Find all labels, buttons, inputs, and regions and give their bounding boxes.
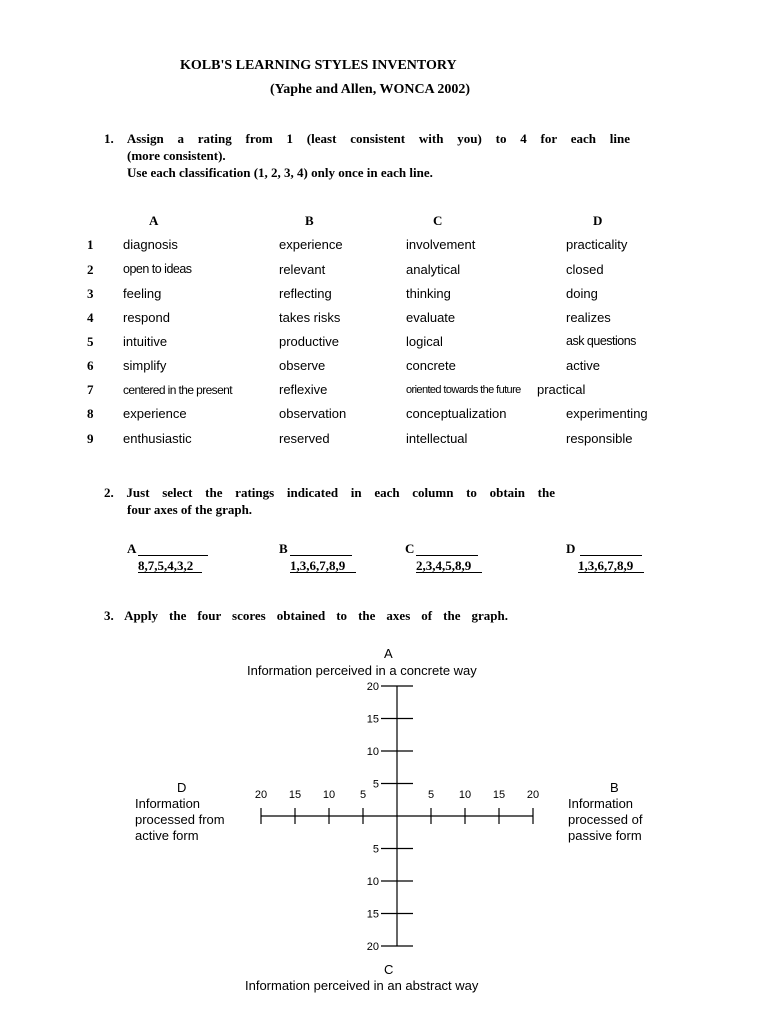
underline [578, 572, 644, 573]
tick-label-down: 10 [366, 876, 379, 888]
tick-label-left: 20 [254, 789, 268, 801]
tick-label-right: 10 [458, 789, 472, 801]
table-cell: open to ideas [123, 262, 192, 276]
axis-left-label-line3: active form [135, 828, 199, 843]
tick-label-left: 10 [322, 789, 336, 801]
table-cell: responsible [566, 431, 633, 446]
underline [290, 572, 356, 573]
axis-top-label: Information perceived in a concrete way [247, 663, 477, 678]
table-cell: closed [566, 262, 604, 277]
answer-blank-c[interactable] [416, 555, 478, 556]
answer-blank-d[interactable] [580, 555, 642, 556]
tick-label-up: 5 [372, 778, 379, 791]
question-2-text: 2. Just select the ratings indicated in each column to obtain the [104, 485, 555, 500]
row-number: 9 [87, 431, 94, 446]
row-number: 4 [87, 310, 94, 325]
question-3-text: 3. Apply the four scores obtained to the axes of the graph. [104, 608, 508, 623]
axis-right-letter: B [610, 780, 619, 795]
tick-label-down: 20 [366, 941, 379, 953]
table-cell: simplify [123, 358, 167, 373]
selection-letter-a: A [127, 541, 137, 556]
tick-label-up: 10 [366, 746, 379, 758]
table-cell: practicality [566, 237, 628, 252]
selection-numbers-d: 1,3,6,7,8,9 [578, 558, 634, 573]
tick-label-right: 5 [427, 789, 435, 801]
table-cell: reserved [279, 431, 330, 446]
table-cell: intellectual [406, 431, 468, 446]
column-heading-b: B [305, 213, 314, 228]
row-number: 2 [87, 262, 94, 277]
tick-label-up: 20 [366, 681, 379, 693]
selection-numbers-a: 8,7,5,4,3,2 [138, 558, 194, 573]
question-1-instruction: Use each classification (1, 2, 3, 4) only once in each line. [127, 165, 433, 180]
underline [416, 572, 482, 573]
page-subtitle: (Yaphe and Allen, WONCA 2002) [270, 82, 471, 97]
table-cell: doing [566, 286, 598, 301]
page-title: KOLB'S LEARNING STYLES INVENTORY [180, 58, 457, 73]
tick-label-up: 15 [366, 713, 379, 726]
tick-label-down: 5 [372, 843, 379, 856]
table-cell: relevant [279, 262, 326, 277]
table-cell: experimenting [566, 406, 648, 421]
table-cell: respond [123, 310, 170, 325]
table-cell: ask questions [566, 334, 636, 348]
axis-bottom-letter: C [384, 962, 394, 977]
column-heading-a: A [149, 213, 159, 228]
table-cell: realizes [566, 310, 611, 325]
row-number: 8 [87, 406, 94, 421]
answer-blank-b[interactable] [290, 555, 352, 556]
tick-label-right: 15 [492, 789, 506, 801]
axis-left-label-line2: processed from [135, 812, 225, 827]
table-cell: takes risks [279, 310, 341, 325]
table-cell: reflexive [279, 382, 328, 397]
table-cell: centered in the present [123, 383, 232, 397]
selection-letter-b: B [279, 541, 288, 556]
table-cell: experience [123, 406, 187, 421]
underline [138, 572, 202, 573]
selection-numbers-c: 2,3,4,5,8,9 [416, 558, 472, 573]
column-heading-c: C [433, 213, 443, 228]
table-cell: feeling [123, 286, 162, 301]
row-number: 1 [87, 237, 94, 252]
selection-numbers-b: 1,3,6,7,8,9 [290, 558, 346, 573]
table-cell: productive [279, 334, 339, 349]
table-cell: oriented towards the future [406, 384, 521, 396]
table-cell: observe [279, 358, 326, 373]
selection-letter-d: D [566, 541, 576, 556]
tick-label-down: 15 [366, 908, 379, 921]
table-cell: thinking [406, 286, 451, 301]
axis-right-label-line2: processed of [568, 812, 643, 827]
axis-right-label-line1: Information [568, 796, 634, 811]
row-number: 6 [87, 358, 94, 373]
table-cell: evaluate [406, 310, 456, 325]
table-cell: experience [279, 237, 343, 252]
table-cell: involvement [406, 237, 476, 252]
tick-label-left: 5 [359, 789, 367, 801]
axis-right-label-line3: passive form [568, 828, 642, 843]
table-cell: observation [279, 406, 347, 421]
question-2-continuation: four axes of the graph. [127, 502, 253, 517]
answer-blank-a[interactable] [138, 555, 208, 556]
tick-label-right: 20 [526, 789, 540, 801]
table-cell: analytical [406, 262, 461, 277]
column-heading-d: D [593, 213, 603, 228]
table-cell: intuitive [123, 334, 168, 349]
axis-bottom-label: Information perceived in an abstract way [245, 978, 479, 993]
table-cell: enthusiastic [123, 431, 192, 446]
axis-top-letter: A [384, 646, 393, 661]
table-cell: logical [406, 334, 443, 349]
row-number: 3 [87, 286, 94, 301]
table-cell: practical [537, 382, 586, 397]
table-cell: conceptualization [406, 406, 507, 421]
table-cell: active [566, 358, 600, 373]
tick-label-left: 15 [288, 789, 302, 801]
table-cell: reflecting [279, 286, 332, 301]
question-1-continuation: (more consistent). [127, 148, 226, 163]
axis-left-letter: D [177, 780, 187, 795]
selection-letter-c: C [405, 541, 415, 556]
question-1-text: 1. Assign a rating from 1 (least consistent with you) to 4 for each line [104, 131, 630, 146]
table-cell: concrete [406, 358, 456, 373]
axis-left-label-line1: Information [135, 796, 201, 811]
row-number: 7 [87, 382, 94, 397]
table-cell: diagnosis [123, 237, 178, 252]
row-number: 5 [87, 334, 94, 349]
